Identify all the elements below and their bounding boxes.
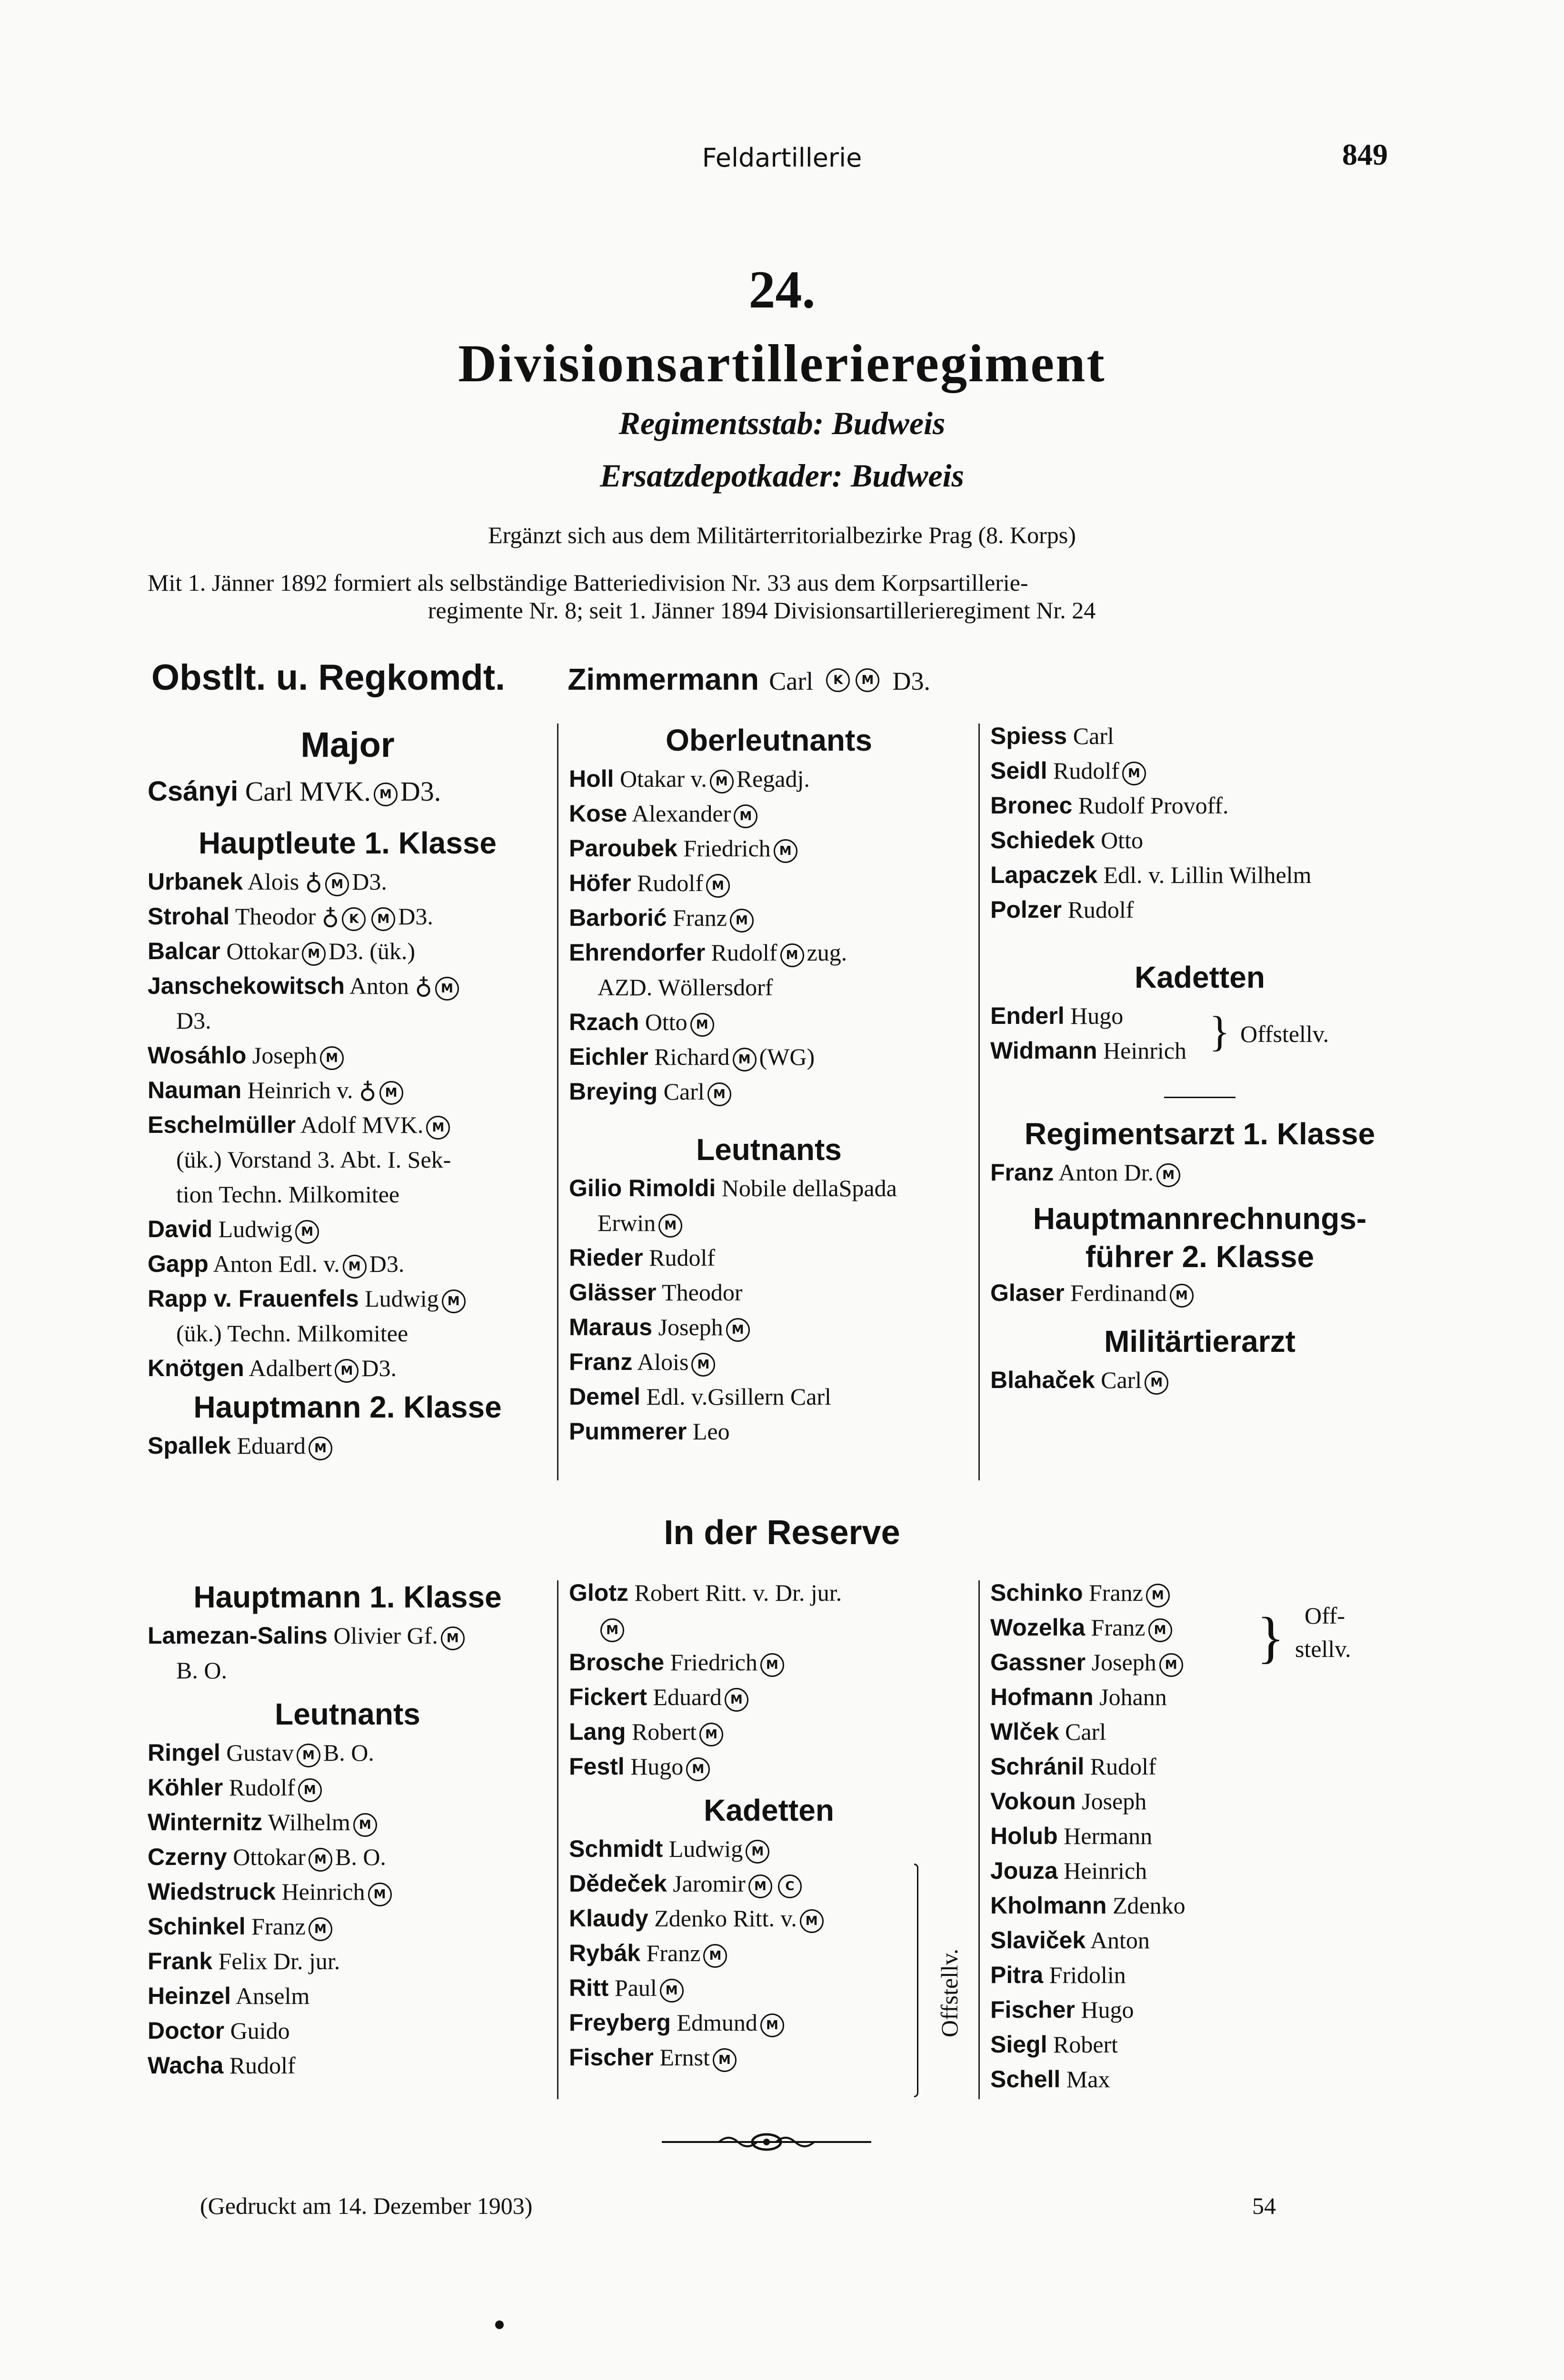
sheet-number: 54 <box>1252 2192 1276 2219</box>
militaertierarzt-heading: Militärtierarzt <box>1104 1324 1295 1359</box>
m-badge-icon: M <box>297 1744 320 1767</box>
m-badge-icon: M <box>441 1626 465 1650</box>
list-item: Klaudy Zdenko Ritt. v. M <box>569 1901 969 1936</box>
list-item: Glaser Ferdinand M <box>990 1276 1409 1310</box>
page-number: 849 <box>1342 138 1388 171</box>
m-badge-icon: M <box>1170 1284 1194 1308</box>
reserve-oberleutnants-list <box>569 1576 969 1784</box>
k-badge-icon: K <box>342 907 366 931</box>
brace-icon: } <box>1209 1008 1230 1055</box>
list-item: Blahaček Carl M <box>990 1363 1409 1398</box>
list-item: Fischer Ernst M <box>569 2040 969 2075</box>
m-badge-icon: M <box>353 1813 377 1837</box>
reserve-leutnants-heading: Leutnants <box>275 1697 420 1731</box>
m-badge-icon: M <box>707 1082 731 1106</box>
c-badge-icon: C <box>778 1874 802 1898</box>
reserve-kadetten-heading: Kadetten <box>704 1793 834 1827</box>
m-badge-icon: M <box>320 1046 344 1070</box>
oberleutnants-heading: Oberleutnants <box>666 723 872 757</box>
column-divider <box>557 1580 558 2099</box>
list-item: Rzach Otto M <box>569 1005 969 1040</box>
list-item: Janschekowitsch Anton ♁ M <box>148 969 548 1003</box>
m-badge-icon: M <box>1146 1584 1170 1607</box>
list-item: Schiedek Otto <box>990 827 1143 853</box>
column-divider <box>978 1580 980 2099</box>
list-item: Pummerer Leo <box>569 1418 730 1445</box>
m-badge-icon: M <box>309 1437 332 1460</box>
list-item: Pitra Fridolin <box>990 1962 1126 1988</box>
m-badge-icon: M <box>295 1220 319 1244</box>
k-badge-icon: K <box>826 668 850 692</box>
m-badge-icon: M <box>302 942 326 966</box>
kadetten-group <box>990 999 1409 1068</box>
leutnants-heading: Leutnants <box>696 1132 842 1167</box>
regiment-number: 24. <box>748 260 816 319</box>
list-item: Slaviček Anton <box>990 1927 1150 1954</box>
ersatzdepot-line: Ersatzdepotkader: Budweis <box>599 457 965 494</box>
list-item: Höfer Rudolf M <box>569 866 969 901</box>
list-item: Glotz Robert Ritt. v. Dr. jur. <box>569 1579 842 1606</box>
list-item: Schinko Franz M <box>990 1576 1409 1610</box>
m-badge-icon: M <box>335 1359 359 1383</box>
list-item: Holl Otakar v. M Regadj. <box>569 762 969 796</box>
ink-dot <box>495 2320 504 2329</box>
list-item: Glässer Theodor <box>569 1279 743 1306</box>
list-item: Freyberg Edmund M <box>569 2005 969 2040</box>
list-item: Paroubek Friedrich M <box>569 831 969 866</box>
m-badge-icon: M <box>442 1289 466 1313</box>
reserve-kadetten-list <box>569 1832 969 2075</box>
list-item: Ringel Gustav M B. O. <box>148 1735 548 1770</box>
list-item: Franz Anton Dr. M <box>990 1155 1409 1190</box>
m-badge-icon: M <box>658 1214 682 1238</box>
commander-line <box>151 657 930 698</box>
divider <box>1164 1097 1235 1098</box>
m-badge-icon: M <box>733 1048 757 1071</box>
column-3-list <box>990 719 1409 927</box>
reserve-kadetten-note: Offstellv. <box>936 1948 963 2037</box>
m-badge-icon: M <box>725 1688 748 1712</box>
m-badge-icon: M <box>690 1013 714 1037</box>
list-item: Urbanek Alois ♁ M D3. <box>148 864 548 899</box>
list-item: Schell Max <box>990 2066 1110 2092</box>
list-item: Gapp Anton Edl. v. M D3. <box>148 1247 548 1281</box>
list-item: Spiess Carl <box>990 723 1114 749</box>
m-badge-icon: M <box>309 1917 332 1941</box>
list-item: Enderl Hugo <box>990 1002 1124 1029</box>
column-divider <box>557 724 558 1480</box>
reserve-column-1 <box>148 1576 548 2083</box>
list-item: Wacha Rudolf <box>148 2052 296 2079</box>
m-badge-icon: M <box>325 873 349 896</box>
list-item: Wozelka Franz M <box>990 1610 1409 1645</box>
list-item: Siegl Robert <box>990 2031 1118 2058</box>
m-badge-icon: M <box>686 1757 710 1781</box>
m-badge-icon: M <box>1156 1163 1180 1187</box>
list-item: Winternitz Wilhelm M <box>148 1805 548 1840</box>
commander-name: Zimmermann <box>568 662 759 696</box>
regimentsarzt-heading: Regimentsarzt 1. Klasse <box>1024 1117 1375 1151</box>
list-item: Balcar Ottokar M D3. (ük.) <box>148 934 548 969</box>
list-item: Spallek Eduard M <box>148 1428 548 1463</box>
m-badge-icon: M <box>1148 1618 1172 1642</box>
kadetten-heading: Kadetten <box>1135 960 1265 994</box>
m-badge-icon: M <box>800 1909 824 1933</box>
m-badge-icon: M <box>374 783 398 806</box>
m-badge-icon: M <box>660 1979 684 2003</box>
list-item: Ritt Paul M <box>569 1971 969 2005</box>
m-badge-icon: M <box>726 1318 750 1342</box>
list-item: Fickert Eduard M <box>569 1680 969 1715</box>
oberleutnants-list <box>569 762 969 1109</box>
m-badge-icon: M <box>1159 1653 1183 1677</box>
m-badge-icon: M <box>713 2048 737 2072</box>
m-badge-icon: M <box>426 1116 450 1140</box>
reserve-leutnants-list <box>148 1735 548 2083</box>
list-item: Köhler Rudolf M <box>148 1770 548 1805</box>
m-badge-icon: M <box>309 1848 332 1872</box>
list-item: Ehrendorfer Rudolf M zug. <box>569 935 969 970</box>
reserve-column-2 <box>569 1576 969 2075</box>
column-1 <box>148 719 548 1463</box>
list-item: AZD. Wöllersdorf <box>598 974 773 1001</box>
list-item: Frank Felix Dr. jur. <box>148 1948 340 1974</box>
leutnants-list <box>569 1171 969 1449</box>
m-badge-icon: M <box>760 1653 784 1677</box>
history-line-2: regimente Nr. 8; seit 1. Jänner 1894 Divisionsartillerieregiment Nr. 24 <box>428 597 1096 624</box>
m-badge-icon: M <box>371 907 395 931</box>
rechnungsfuehrer-heading-1: Hauptmannrechnungs- <box>1033 1201 1367 1236</box>
m-badge-icon: M <box>1122 762 1146 785</box>
print-date: (Gedruckt am 14. Dezember 1903) <box>200 2192 533 2219</box>
m-badge-icon: M <box>600 1618 624 1642</box>
history-paragraph <box>148 569 1376 624</box>
column-divider <box>978 724 980 1480</box>
list-item: Hofmann Johann <box>990 1684 1167 1710</box>
list-item: Gassner Joseph M <box>990 1645 1409 1680</box>
column-2 <box>569 719 969 1449</box>
regimentsstab-line: Regimentsstab: Budweis <box>618 405 946 441</box>
m-badge-icon: M <box>703 1944 727 1968</box>
reserve-hauptmann-heading: Hauptmann 1. Klasse <box>193 1580 502 1614</box>
m-badge-icon: M <box>699 1723 723 1746</box>
list-item: Schinkel Franz M <box>148 1909 548 1944</box>
hauptleute-1-heading: Hauptleute 1. Klasse <box>199 826 497 860</box>
list-item: Schránil Rudolf <box>990 1753 1156 1780</box>
m-badge-icon: M <box>760 2013 784 2037</box>
list-item: Knötgen Adalbert M D3. <box>148 1351 548 1386</box>
erganzt-line: Ergänzt sich aus dem Militärterritorialbezirke Prag (8. Korps) <box>488 522 1076 548</box>
m-badge-icon: M <box>706 874 730 898</box>
list-item: Vokoun Joseph <box>990 1788 1147 1815</box>
list-item: Widmann Heinrich <box>990 1037 1186 1064</box>
m-badge-icon: M <box>710 770 734 793</box>
list-item: Eichler Richard M (WG) <box>569 1040 969 1074</box>
m-badge-icon: M <box>343 1255 367 1279</box>
list-item: Nauman Heinrich v. ♁ M <box>148 1073 548 1108</box>
list-item: Rapp v. Frauenfels Ludwig M <box>148 1281 548 1316</box>
ornament-icon <box>662 2132 871 2152</box>
list-item: Lamezan-Salins Olivier Gf. M <box>148 1618 548 1653</box>
reserve-note-1: Off- <box>1305 1602 1345 1629</box>
reserve-heading: In der Reserve <box>664 1514 900 1552</box>
list-item: Holub Hermann <box>990 1823 1153 1849</box>
list-item: (ük.) Vorstand 3. Abt. I. Sek- <box>176 1146 451 1173</box>
list-item: Rybák Franz M <box>569 1936 969 1971</box>
list-item: Lang Robert M <box>569 1715 969 1749</box>
list-item: B. O. <box>176 1657 227 1684</box>
m-badge-icon: M <box>691 1353 715 1377</box>
list-item: Wlček Carl <box>990 1718 1106 1745</box>
rechnungsfuehrer-heading-2: führer 2. Klasse <box>1085 1240 1315 1274</box>
list-item: Kholmann Zdenko <box>990 1892 1185 1919</box>
m-badge-icon: M <box>734 804 757 828</box>
list-item: Gilio Rimoldi Nobile dellaSpada <box>569 1175 897 1201</box>
list-item: Barborić Franz M <box>569 901 969 935</box>
hauptmann-2-heading: Hauptmann 2. Klasse <box>193 1390 502 1424</box>
list-item: Polzer Rudolf <box>990 896 1134 923</box>
m-badge-icon: M <box>1145 1371 1168 1395</box>
list-item: Strohal Theodor ♁ K M D3. <box>148 899 548 934</box>
list-item <box>569 1610 969 1645</box>
list-item: Brosche Friedrich M <box>569 1645 969 1680</box>
list-item: Demel Edl. v.Gsillern Carl <box>569 1383 831 1410</box>
list-item: Jouza Heinrich <box>990 1857 1147 1884</box>
m-badge-icon: M <box>780 943 804 967</box>
commander-suffix: D3. <box>892 667 930 695</box>
list-item: Maraus Joseph M <box>569 1310 969 1345</box>
list-item: Rieder Rudolf <box>569 1244 716 1271</box>
list-item: Bronec Rudolf Provoff. <box>990 792 1229 819</box>
list-item: Heinzel Anselm <box>148 1983 310 2009</box>
m-badge-icon: M <box>368 1883 392 1906</box>
list-item: Festl Hugo M <box>569 1749 969 1784</box>
list-item: Dědeček Jaromir M C <box>569 1866 969 1901</box>
list-item: Seidl Rudolf M <box>990 754 1409 788</box>
list-item: D3. <box>176 1007 211 1034</box>
hpt1-list <box>148 864 548 1386</box>
kadetten-note: Offstellv. <box>1240 1021 1329 1047</box>
list-item: David Ludwig M <box>148 1212 548 1247</box>
m-badge-icon: M <box>748 1874 772 1898</box>
list-item: Franz Alois M <box>569 1345 969 1379</box>
list-item: tion Techn. Milkomitee <box>176 1181 400 1208</box>
m-badge-icon: M <box>435 977 459 1001</box>
list-item: Wiedstruck Heinrich M <box>148 1874 548 1909</box>
list-item: Schmidt Ludwig M <box>569 1832 969 1866</box>
list-item: Csányi Carl MVK. M D3. <box>148 776 441 807</box>
list-item: Fischer Hugo <box>990 1996 1134 2023</box>
brace-icon <box>914 1864 918 2097</box>
list-item: Czerny Ottokar M B. O. <box>148 1840 548 1874</box>
column-3 <box>990 719 1409 1398</box>
list-item: (ük.) Techn. Milkomitee <box>176 1320 408 1347</box>
list-item: Doctor Guido <box>148 2017 290 2044</box>
brace-icon: } <box>1257 1606 1285 1669</box>
list-item: Breying Carl M <box>569 1074 969 1109</box>
running-header: Feldartillerie <box>702 143 862 173</box>
regiment-title: Divisionsartillerieregiment <box>458 334 1106 393</box>
list-item: Kose Alexander M <box>569 796 969 831</box>
commander-first-name: Carl <box>769 667 814 695</box>
history-line-1: Mit 1. Jänner 1892 formiert als selbständige Batteriedivision Nr. 33 aus dem Korpsartillerie- <box>148 569 1028 596</box>
list-item: Wosáhlo Joseph M <box>148 1038 548 1073</box>
list-item: Lapaczek Edl. v. Lillin Wilhelm <box>990 862 1312 888</box>
list-item: Erwin M <box>569 1206 969 1240</box>
m-badge-icon: M <box>298 1778 322 1802</box>
major-heading: Major <box>300 725 395 764</box>
m-badge-icon: M <box>730 909 754 932</box>
m-badge-icon: M <box>379 1081 403 1105</box>
commander-title: Obstlt. u. Regkomdt. <box>151 657 506 698</box>
reserve-note-2: stellv. <box>1295 1636 1351 1662</box>
m-badge-icon: M <box>746 1840 769 1864</box>
m-badge-icon: M <box>774 839 797 863</box>
m-badge-icon: M <box>856 668 879 692</box>
list-item: Eschelmüller Adolf MVK. M <box>148 1108 548 1142</box>
